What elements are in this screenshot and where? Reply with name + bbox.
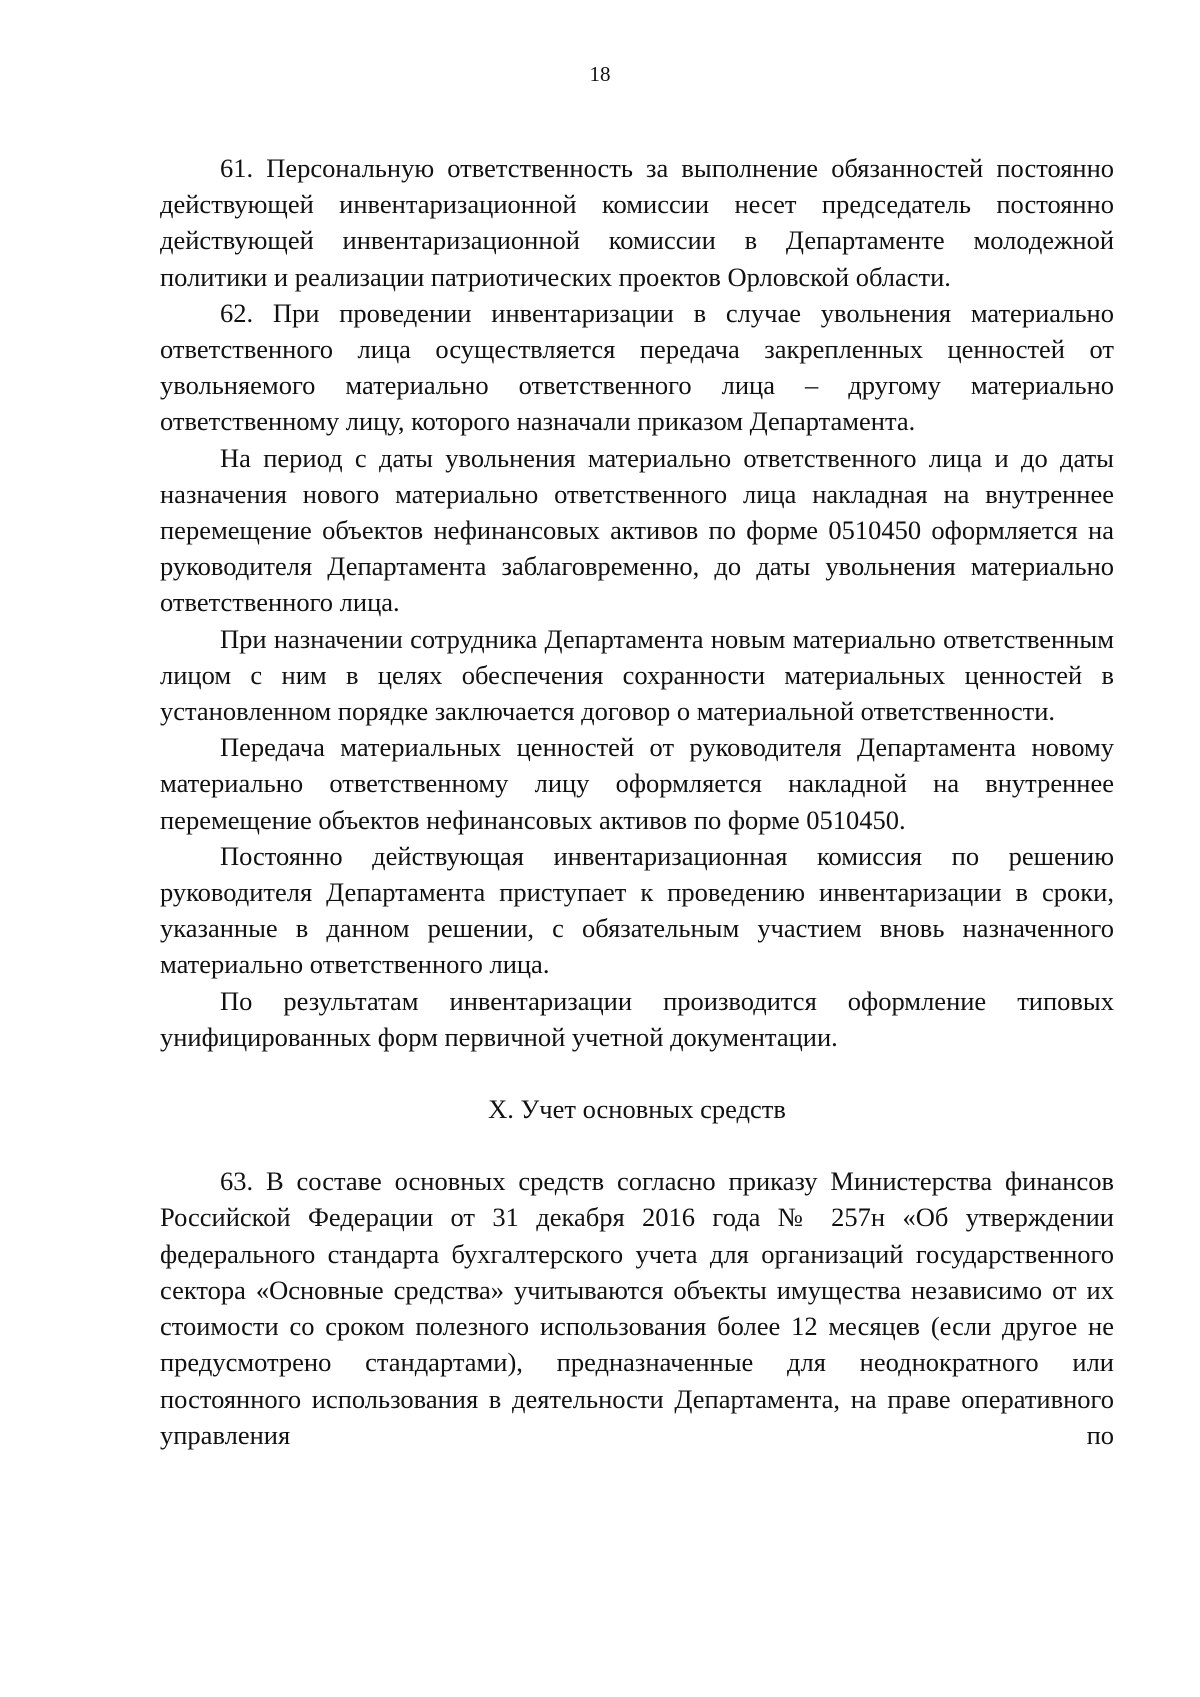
paragraph-transfer-period: На период с даты увольнения материально ответственного лица и до даты назначения нового материально ответственного лица накладная на внутреннее перемещение объектов нефинансовых активов по форме 0510450 оформляется на руководителя Департамента заблаговременно, до даты увольнения материально ответственного лица.	[160, 442, 1114, 618]
paragraph-transfer-invoice: Передача материальных ценностей от руководителя Департамента новому материально ответственному лицу оформляется накладной на внутреннее перемещение объектов нефинансовых активов по форме 0510450.	[160, 732, 1114, 835]
paragraph-63: 63. В составе основных средств согласно приказу Министерства финансов Российской Федерации от 31 декабря 2016 года № 257н «Об утверждении федерального стандарта бухгалтерского учета для организаций государственного сектора «Основные средства» учитываются объекты имущества независимо от их стоимости со сроком полезного использования более 12 месяцев (если другое не предусмотрено стандартами), предназначенные для неоднократного или постоянного использования в деятельности Департамента, на праве оперативного управления по	[160, 1166, 1114, 1450]
paragraph-commission-inventory: Постоянно действующая инвентаризационная комиссия по решению руководителя Департамента приступает к проведению инвентаризации в сроки, указанные в данном решении, с обязательным участием вновь назначенного материально ответственного лица.	[160, 840, 1114, 980]
page-number: 18	[589, 62, 611, 86]
paragraph-inventory-results: По результатам инвентаризации производится оформление типовых унифицированных форм первичной учетной документации.	[160, 985, 1114, 1052]
paragraph-61: 61. Персональную ответственность за выполнение обязанностей постоянно действующей инвентаризационной комиссии несет председатель постоянно действующей инвентаризационной комиссии в Департаменте молодежной политики и реализации патриотических проектов Орловской области.	[160, 153, 1114, 292]
section-heading: X. Учет основных средств	[488, 1094, 786, 1125]
document-body	[160, 150, 1114, 1453]
paragraph-62: 62. При проведении инвентаризации в случае увольнения материально ответственного лица осуществляется передача закрепленных ценностей от увольняемого материально ответственного лица – другому материально ответственному лицу, которого назначали приказом Департамента.	[160, 297, 1114, 437]
paragraph-new-appointment: При назначении сотрудника Департамента новым материально ответственным лицом с ним в целях обеспечения сохранности материальных ценностей в установленном порядке заключается договор о материальной ответственности.	[160, 623, 1114, 727]
